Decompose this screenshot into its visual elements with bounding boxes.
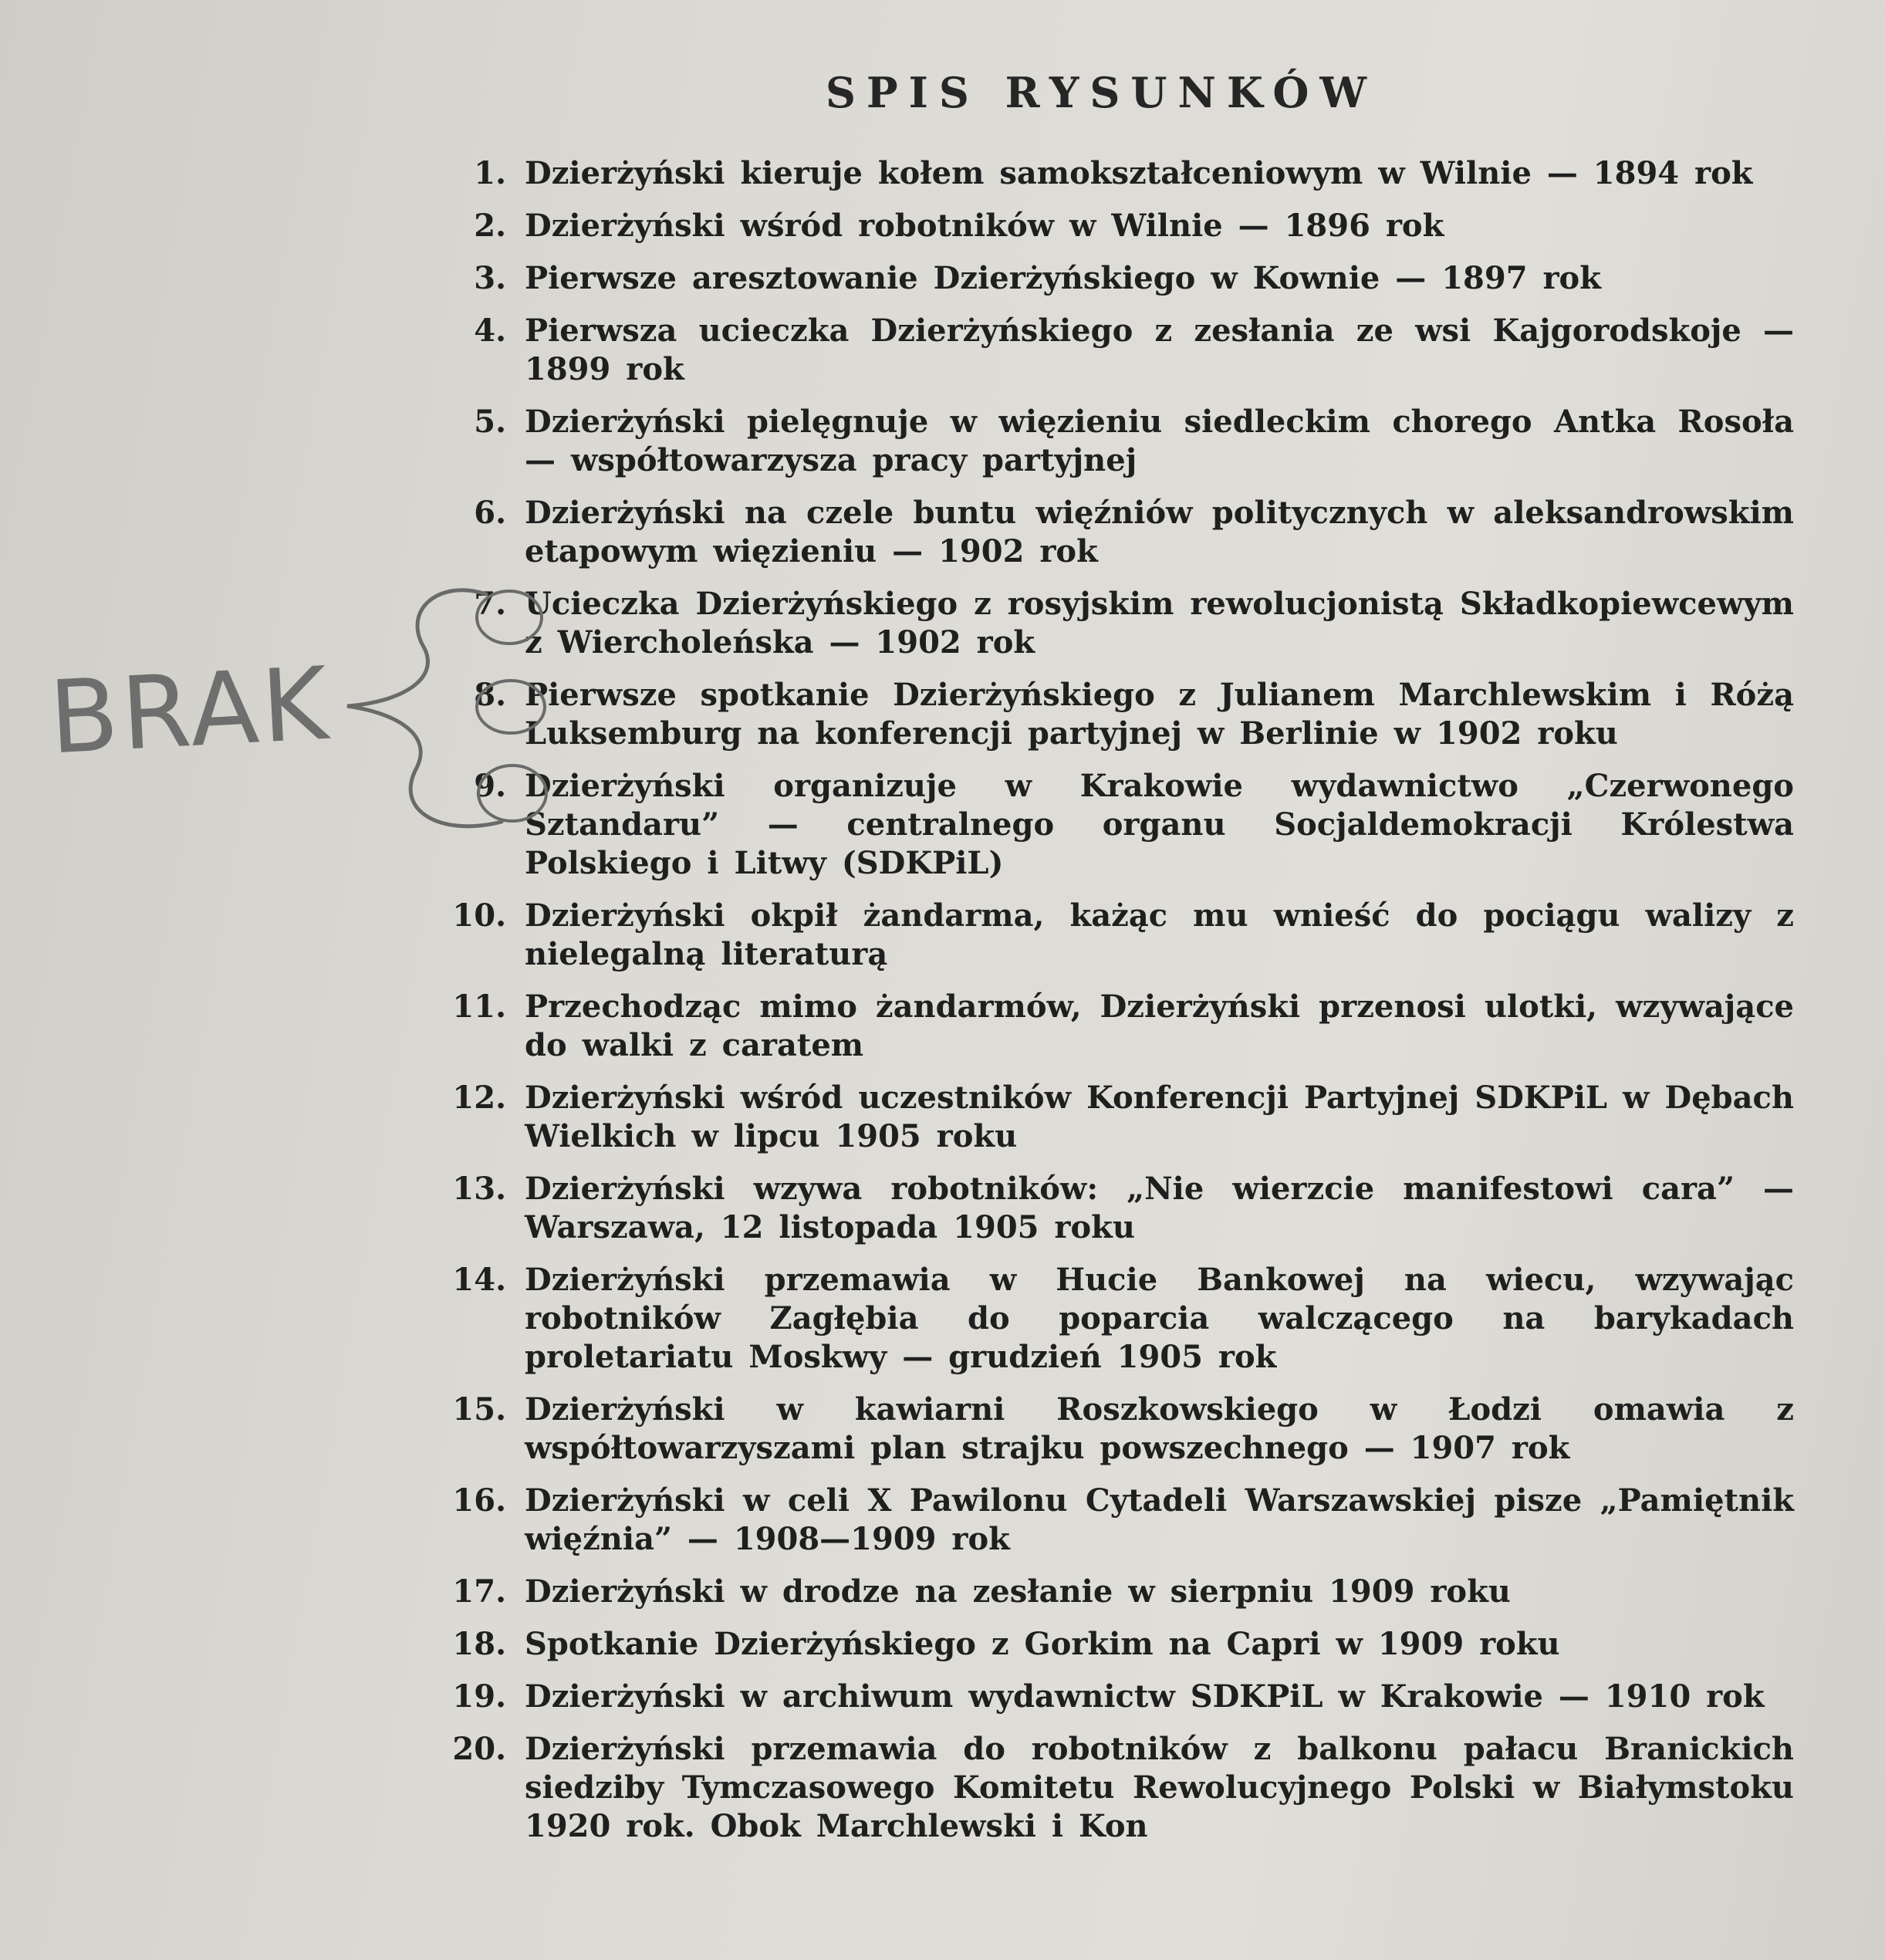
entry-text: Pierwsze aresztowanie Dzierżyńskiego w Kownie — 1897 rok [525, 260, 1601, 296]
entry-text: Dzierżyński w drodze na zesłanie w sierpniu 1909 roku [525, 1573, 1511, 1610]
entry-text: Spotkanie Dzierżyńskiego z Gorkim na Capri w 1909 roku [525, 1626, 1560, 1662]
figure-list [436, 154, 1794, 1860]
entry-text: Ucieczka Dzierżyńskiego z rosyjskim rewolucjonistą Składkopiewcewym z Wiercholeńska — 1902 rok [525, 586, 1794, 661]
entry-text: Dzierżyński wśród robotników w Wilnie — 1896 rok [525, 208, 1444, 244]
list-item [436, 1391, 1794, 1468]
entry-text: Pierwsze spotkanie Dzierżyńskiego z Julianem Marchlewskim i Różą Luksemburg na konferencji partyjnej w Berlinie w 1902 roku [525, 677, 1794, 752]
list-item [436, 676, 1794, 753]
entry-text: Dzierżyński przemawia w Hucie Bankowej na wiecu, wzywając robotników Zagłębia do poparcia walczącego na barykadach proletariatu Moskwy — grudzień 1905 rok [525, 1262, 1794, 1375]
entry-number: 7. [474, 586, 506, 622]
entry-number: 14. [452, 1262, 506, 1298]
list-item [436, 1573, 1794, 1611]
list-item [436, 1678, 1794, 1716]
entry-number: 19. [452, 1678, 506, 1715]
list-item [436, 585, 1794, 662]
entry-number: 9. [474, 768, 506, 804]
entry-number: 5. [474, 404, 506, 440]
handwritten-annotation [39, 563, 579, 841]
entry-text: Dzierżyński przemawia do robotników z balkonu pałacu Branickich siedziby Tymczasowego Komitetu Rewolucyjnego Polski w Białymstoku 1920 rok. Obok Marchlewski i Kon [525, 1731, 1794, 1844]
entry-number: 20. [452, 1731, 506, 1767]
entry-number: 8. [474, 677, 506, 713]
entry-text: Dzierżyński kieruje kołem samokształceniowym w Wilnie — 1894 rok [525, 155, 1753, 191]
list-item [436, 1625, 1794, 1664]
list-item [436, 154, 1794, 193]
list-item [436, 1730, 1794, 1846]
entry-number: 17. [452, 1573, 506, 1610]
list-item [436, 1261, 1794, 1377]
list-item [436, 207, 1794, 245]
entry-text: Dzierżyński organizuje w Krakowie wydawnictwo „Czerwonego Sztandaru” — centralnego organu Socjaldemokracji Królestwa Polskiego i Litwy (SDKPiL) [525, 768, 1794, 881]
entry-text: Dzierżyński wzywa robotników: „Nie wierzcie manifestowi cara” — Warszawa, 12 listopada 1905 roku [525, 1171, 1794, 1245]
list-item [436, 403, 1794, 480]
entry-number: 16. [452, 1482, 506, 1519]
list-item [436, 988, 1794, 1065]
page-title: SPIS RYSUNKÓW [826, 68, 1378, 117]
entry-text: Dzierżyński wśród uczestników Konferencji Partyjnej SDKPiL w Dębach Wielkich w lipcu 1905 roku [525, 1080, 1794, 1154]
entry-number: 12. [452, 1080, 506, 1116]
entry-number: 13. [452, 1171, 506, 1207]
list-item [436, 494, 1794, 571]
entry-number: 15. [452, 1391, 506, 1428]
entry-number: 4. [474, 313, 506, 349]
circle-mark-7 [477, 591, 542, 644]
entry-number: 1. [474, 155, 506, 191]
entry-text: Pierwsza ucieczka Dzierżyńskiego z zesłania ze wsi Kajgorodskoje — 1899 rok [525, 313, 1794, 387]
entry-text: Dzierżyński w celi X Pawilonu Cytadeli Warszawskiej pisze „Pamiętnik więźnia” — 1908—1909 rok [525, 1482, 1794, 1557]
list-item [436, 1079, 1794, 1156]
entry-text: Dzierżyński w archiwum wydawnictw SDKPiL w Krakowie — 1910 rok [525, 1678, 1765, 1715]
entry-text: Dzierżyński na czele buntu więźniów politycznych w aleksandrowskim etapowym więzieniu — 1902 rok [525, 495, 1794, 569]
entry-number: 18. [452, 1626, 506, 1662]
entry-text: Dzierżyński pielęgnuje w więzieniu siedleckim chorego Antka Rosoła — współtowarzysza pracy partyjnej [525, 404, 1794, 478]
entry-number: 10. [452, 897, 506, 934]
circle-mark-8 [477, 681, 545, 733]
list-item [436, 767, 1794, 883]
list-item [436, 897, 1794, 974]
entry-text: Dzierżyński okpił żandarma, każąc mu wnieść do pociągu walizy z nielegalną literaturą [525, 897, 1794, 972]
curly-brace-mark [39, 563, 579, 841]
entry-number: 3. [474, 260, 506, 296]
list-item [436, 312, 1794, 389]
entry-number: 11. [452, 988, 506, 1025]
annotation-text: BRAK [46, 644, 334, 777]
list-item [436, 259, 1794, 298]
entry-text: Przechodząc mimo żandarmów, Dzierżyński przenosi ulotki, wzywające do walki z caratem [525, 988, 1794, 1063]
entry-text: Dzierżyński w kawiarni Roszkowskiego w Łodzi omawia z współtowarzyszami plan strajku powszechnego — 1907 rok [525, 1391, 1794, 1466]
entry-number: 6. [474, 495, 506, 531]
list-item [436, 1482, 1794, 1559]
list-item [436, 1170, 1794, 1247]
entry-number: 2. [474, 208, 506, 244]
circle-mark-9 [478, 765, 546, 821]
